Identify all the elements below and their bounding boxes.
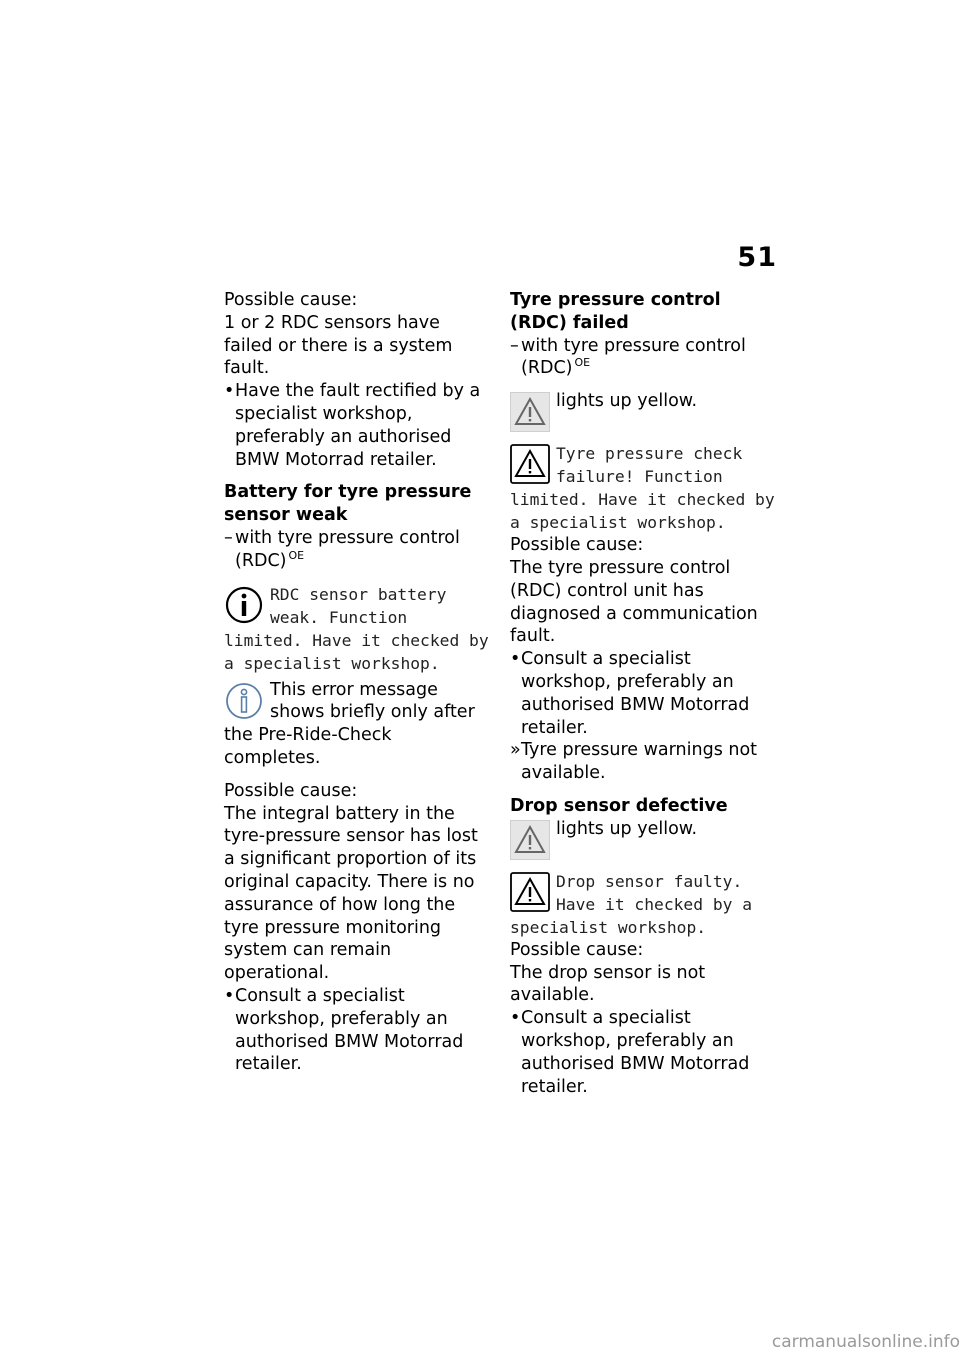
display-message: RDC sensor battery weak. Function limited. Have it checked by a specialist workshop.	[224, 584, 489, 673]
condition-text: with tyre pressure control (RDC)	[235, 527, 460, 571]
possible-cause-label: Possible cause:	[224, 780, 358, 801]
note-text: This error message shows briefly only after the Pre-Ride-Check completes.	[224, 679, 475, 768]
dash-marker: –	[510, 335, 519, 356]
display-message: Drop sensor faulty. Have it checked by a specialist workshop.	[510, 871, 753, 937]
display-message: Tyre pressure check failure! Function limited. Have it checked by a specialist workshop.	[510, 444, 775, 533]
oe-superscript: OE	[288, 548, 305, 562]
page-number: 51	[737, 242, 777, 273]
possible-cause-label: Possible cause:	[510, 535, 644, 556]
watermark: carmanualsonline.info	[771, 1332, 960, 1352]
action-bullet	[224, 985, 492, 1076]
possible-cause-label: Possible cause:	[224, 290, 358, 310]
note-block	[224, 679, 492, 770]
result-text: Tyre pressure warnings not available.	[521, 740, 758, 784]
action-bullet	[510, 1007, 782, 1098]
bullet-text: Have the fault rectified by a specialist workshop, preferably an authorised BMW Motorrad retailer.	[235, 381, 481, 470]
display-message-block	[224, 583, 492, 675]
indicator-text: lights up yellow.	[556, 391, 698, 412]
bullet-text: Consult a specialist workshop, preferably an authorised BMW Motorrad retailer.	[521, 649, 750, 738]
oe-superscript: OE	[574, 356, 591, 370]
cause-text: The integral battery in the tyre-pressure sensor has lost a significant proportion of its original capacity. There is no assurance of how long the tyre pressure monitoring system can remain operational.	[224, 803, 478, 984]
section-heading-drop-sensor: Drop sensor defective	[510, 795, 728, 816]
warning-light-icon	[510, 392, 550, 432]
cause-text: The tyre pressure control (RDC) control unit has diagnosed a communication fault.	[510, 557, 758, 647]
bullet-text: Consult a specialist workshop, preferably an authorised BMW Motorrad retailer.	[521, 1008, 750, 1097]
right-column	[510, 289, 782, 1098]
section-heading-rdc-failed: Tyre pressure control (RDC) failed	[510, 290, 721, 333]
display-message-block	[510, 442, 782, 534]
condition-line	[224, 527, 492, 573]
cause-text: The drop sensor is not available.	[510, 962, 706, 1006]
cause-text: 1 or 2 RDC sensors have failed or there is a system fault.	[224, 312, 453, 379]
indicator-text: lights up yellow.	[556, 818, 698, 839]
action-bullet	[224, 380, 492, 471]
action-bullet	[510, 648, 782, 739]
info-note-icon	[224, 681, 264, 721]
bullet-text: Consult a specialist workshop, preferably an authorised BMW Motorrad retailer.	[235, 985, 464, 1075]
warning-light-icon	[510, 820, 550, 860]
left-column	[224, 289, 492, 1076]
bullet-marker: •	[510, 649, 521, 670]
info-icon	[224, 585, 264, 625]
possible-cause-label: Possible cause:	[510, 939, 644, 960]
condition-text: with tyre pressure control (RDC)	[521, 335, 746, 379]
condition-line	[510, 335, 782, 381]
bullet-marker: •	[224, 985, 235, 1006]
warning-triangle-icon	[510, 444, 550, 484]
bullet-marker: •	[510, 1008, 521, 1029]
result-line	[510, 739, 782, 785]
bullet-marker: •	[224, 381, 235, 402]
display-message-block	[510, 870, 782, 939]
indicator-block	[510, 390, 782, 432]
result-marker: »	[510, 740, 521, 761]
dash-marker: –	[224, 527, 233, 548]
indicator-block	[510, 818, 782, 860]
section-heading-battery: Battery for tyre pressure sensor weak	[224, 482, 472, 526]
warning-triangle-icon	[510, 872, 550, 912]
